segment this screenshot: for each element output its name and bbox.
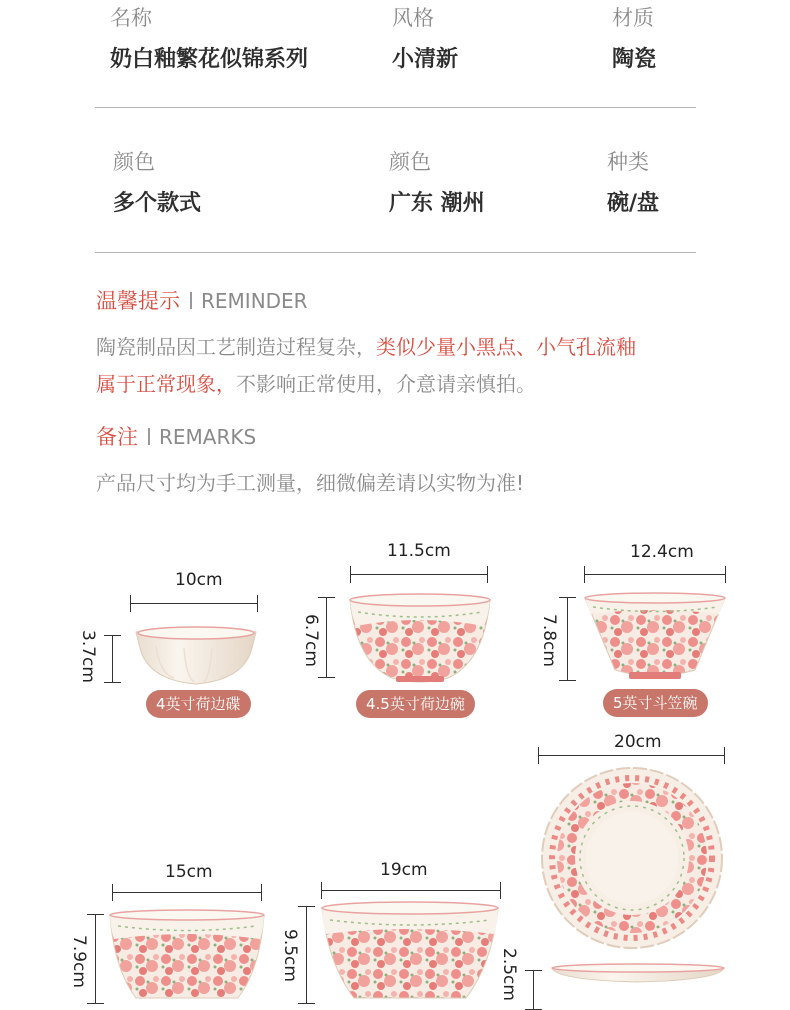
- height-dimension-line: [567, 597, 568, 681]
- spec-value-name: 奶白釉繁花似锦系列: [110, 47, 309, 72]
- reminder-text-normal-2: 不影响正常使用，介意请亲慎拍。: [236, 372, 536, 396]
- bowl-image: [583, 592, 727, 684]
- spec-value-material: 陶瓷: [612, 47, 657, 72]
- height-label: 9.5cm: [280, 929, 300, 982]
- spec-value-origin: 广东 潮州: [389, 191, 485, 216]
- spec-value-style: 小清新: [392, 47, 459, 72]
- reminder-title: 温馨提示: [96, 289, 180, 313]
- reminder-text-highlight-2: 属于正常现象，: [96, 372, 236, 396]
- width-label: 19cm: [380, 860, 428, 880]
- plate-top-image: [540, 766, 724, 950]
- spec-label-style: 风格: [392, 6, 434, 30]
- reminder-text-highlight-1: 类似少量小黑点、小气孔流釉: [376, 335, 636, 359]
- width-dimension-line: [112, 892, 262, 893]
- remarks-heading: [96, 421, 256, 451]
- spec-divider-2: [95, 252, 696, 253]
- spec-label-name: 名称: [110, 6, 152, 30]
- bowl-image: [320, 902, 500, 998]
- width-label: 12.4cm: [630, 542, 694, 562]
- height-dimension-line: [326, 597, 327, 678]
- height-label: 6.7cm: [301, 614, 321, 667]
- remarks-title: 备注: [96, 425, 138, 449]
- spec-label-color: 颜色: [113, 150, 155, 174]
- product-label-pill: 4.5英寸荷边碗: [356, 690, 475, 718]
- height-dimension-line: [95, 914, 96, 1004]
- height-label: 7.8cm: [539, 614, 559, 667]
- product-label-pill: 5英寸斗笠碗: [603, 689, 708, 717]
- width-label: 15cm: [165, 862, 213, 882]
- bowl-image: [348, 592, 492, 684]
- reminder-heading: [96, 285, 308, 315]
- spec-divider-1: [95, 107, 696, 108]
- remarks-text: 产品尺寸均为手工测量，细微偏差请以实物为准!: [96, 471, 525, 495]
- width-dimension-line: [130, 603, 258, 604]
- height-label: 2.5cm: [499, 948, 519, 1001]
- width-label: 20cm: [614, 732, 662, 752]
- heading-divider: [190, 292, 192, 309]
- spec-value-type: 碗/盘: [607, 191, 660, 216]
- width-dimension-line: [350, 574, 488, 575]
- height-label: 3.7cm: [78, 630, 98, 683]
- height-dimension-line: [306, 906, 307, 1004]
- spec-value-color: 多个款式: [113, 191, 202, 216]
- height-dimension-line: [112, 635, 113, 683]
- reminder-subtitle: REMINDER: [201, 289, 308, 313]
- width-label: 11.5cm: [387, 541, 451, 561]
- width-dimension-line: [584, 574, 726, 575]
- height-label: 7.9cm: [69, 935, 89, 988]
- width-label: 10cm: [175, 570, 223, 590]
- plate-side-image: [550, 964, 726, 984]
- spec-label-material: 材质: [612, 6, 654, 30]
- height-dimension-line: [533, 970, 534, 1010]
- reminder-text-normal-1: 陶瓷制品因工艺制造过程复杂，: [96, 335, 376, 359]
- spec-label-type: 种类: [607, 150, 649, 174]
- width-dimension-line: [321, 890, 501, 891]
- dish-image: [134, 626, 258, 686]
- spec-label-origin: 颜色: [389, 150, 431, 174]
- width-dimension-line: [538, 755, 725, 756]
- bowl-image: [108, 909, 266, 998]
- product-label-pill: 4英寸荷边碟: [146, 690, 251, 718]
- reminder-text: [96, 329, 716, 403]
- remarks-subtitle: REMARKS: [159, 425, 257, 449]
- heading-divider: [148, 428, 150, 445]
